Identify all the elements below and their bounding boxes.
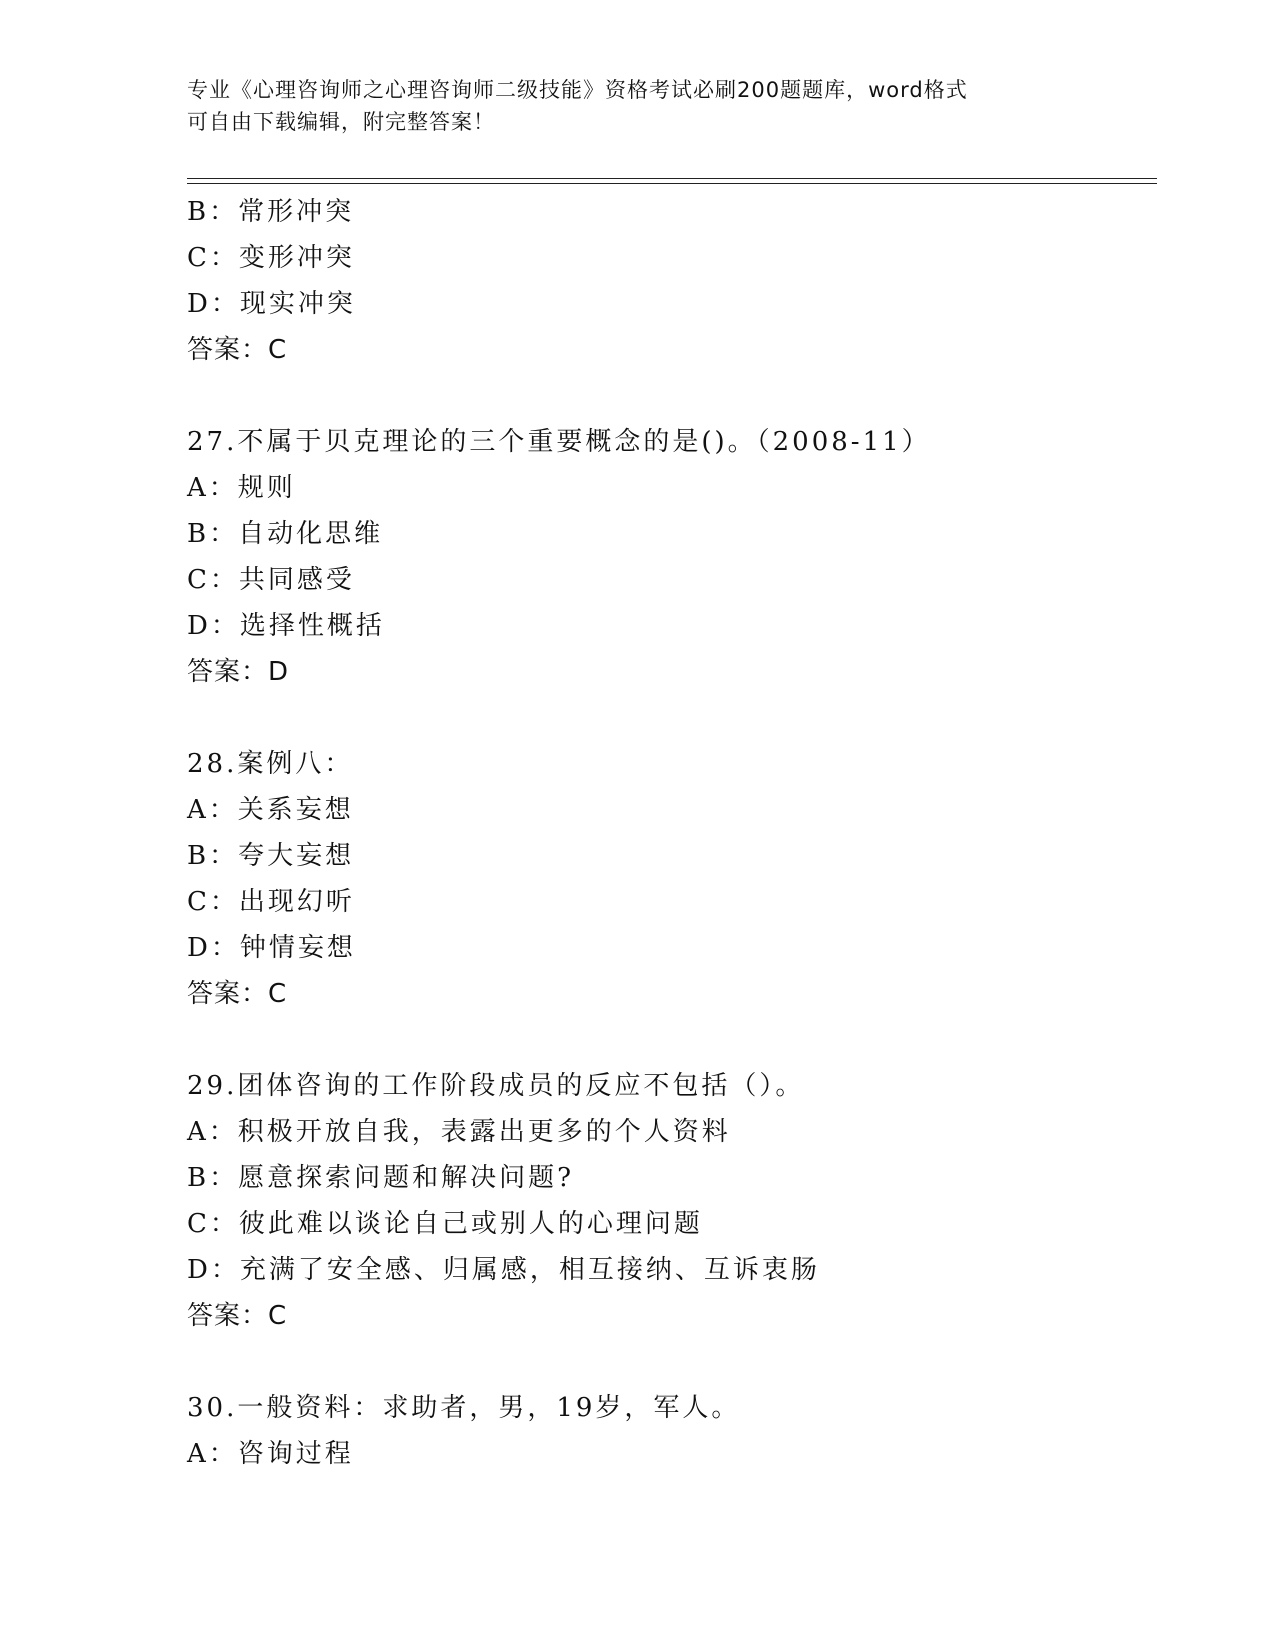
option-a: A：关系妄想	[187, 795, 354, 825]
option-c: C：出现幻听	[187, 887, 355, 917]
option-a: A：规则	[187, 473, 296, 503]
question-stem: 30.一般资料：求助者，男，19岁，军人。	[187, 1393, 741, 1423]
option-d: D：现实冲突	[187, 289, 356, 319]
question-26-tail	[187, 189, 1147, 373]
option-c: C：彼此难以谈论自己或别人的心理问题	[187, 1209, 703, 1239]
option-a: A：咨询过程	[187, 1439, 354, 1469]
option-d: D：钟情妄想	[187, 933, 356, 963]
header-line-2: 可自由下载编辑，附完整答案！	[187, 110, 495, 134]
spacer	[187, 1339, 1147, 1385]
answer: 答案：C	[187, 979, 288, 1009]
header-line-1: 专业《心理咨询师之心理咨询师二级技能》资格考试必刷200题题库，word格式	[187, 78, 968, 102]
answer: 答案：D	[187, 657, 290, 687]
option-a: A：积极开放自我，表露出更多的个人资料	[187, 1117, 731, 1147]
document-header	[187, 74, 1087, 138]
spacer	[187, 373, 1147, 419]
option-b: B：自动化思维	[187, 519, 384, 549]
option-d: D：选择性概括	[187, 611, 385, 641]
question-stem: 28.案例八：	[187, 749, 354, 779]
question-29	[187, 1063, 1147, 1339]
question-27	[187, 419, 1147, 695]
question-stem: 29.团体咨询的工作阶段成员的反应不包括（）。	[187, 1071, 805, 1101]
option-b: B：愿意探索问题和解决问题?	[187, 1163, 575, 1193]
header-divider-top	[187, 178, 1157, 179]
header-divider-bottom	[187, 183, 1157, 184]
answer: 答案：C	[187, 335, 288, 365]
spacer	[187, 695, 1147, 741]
option-d: D：充满了安全感、归属感，相互接纳、互诉衷肠	[187, 1255, 820, 1285]
question-stem: 27.不属于贝克理论的三个重要概念的是()。（2008-11）	[187, 427, 931, 457]
option-b: B：常形冲突	[187, 197, 355, 227]
option-c: C：共同感受	[187, 565, 355, 595]
question-list	[187, 189, 1147, 1477]
answer: 答案：C	[187, 1301, 288, 1331]
spacer	[187, 1017, 1147, 1063]
option-b: B：夸大妄想	[187, 841, 355, 871]
option-c: C：变形冲突	[187, 243, 355, 273]
question-30	[187, 1385, 1147, 1477]
question-28	[187, 741, 1147, 1017]
